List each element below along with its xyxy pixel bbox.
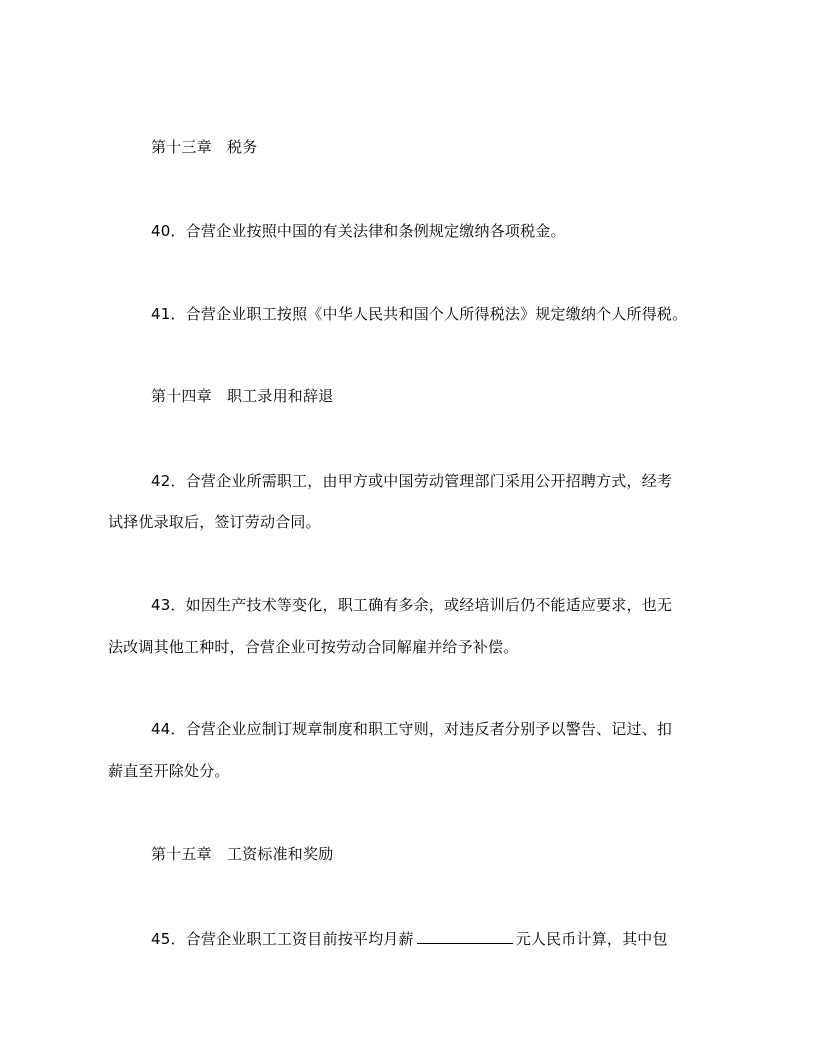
clause-44-line-2: 薪直至开除处分。 bbox=[108, 762, 230, 780]
clause-42-line-2: 试择优录取后，签订劳动合同。 bbox=[108, 513, 321, 531]
clause-45-line-1 bbox=[151, 928, 668, 949]
clause-45-text-after-blank: 元人民币计算，其中包 bbox=[515, 930, 668, 948]
clause-45-text-before-blank: 45．合营企业职工工资目前按平均月薪 bbox=[151, 930, 414, 948]
chapter-14-heading: 第十四章 职工录用和辞退 bbox=[151, 387, 334, 405]
chapter-15-heading: 第十五章 工资标准和奖励 bbox=[151, 845, 334, 863]
clause-44-line-1: 44．合营企业应制订规章制度和职工守则，对违反者分别予以警告、记过、扣 bbox=[151, 720, 673, 738]
clause-42-line-1: 42．合营企业所需职工，由甲方或中国劳动管理部门采用公开招聘方式，经考 bbox=[151, 472, 673, 490]
chapter-13-heading: 第十三章 税务 bbox=[151, 138, 258, 156]
clause-40: 40．合营企业按照中国的有关法律和条例规定缴纳各项税金。 bbox=[151, 222, 566, 240]
clause-43-line-1: 43．如因生产技术等变化，职工确有多余，或经培训后仍不能适应要求，也无 bbox=[151, 596, 673, 614]
clause-43-line-2: 法改调其他工种时，合营企业可按劳动合同解雇并给予补偿。 bbox=[108, 638, 519, 656]
salary-blank-field[interactable] bbox=[417, 928, 513, 944]
clause-41: 41．合营企业职工按照《中华人民共和国个人所得税法》规定缴纳个人所得税。 bbox=[151, 305, 688, 323]
